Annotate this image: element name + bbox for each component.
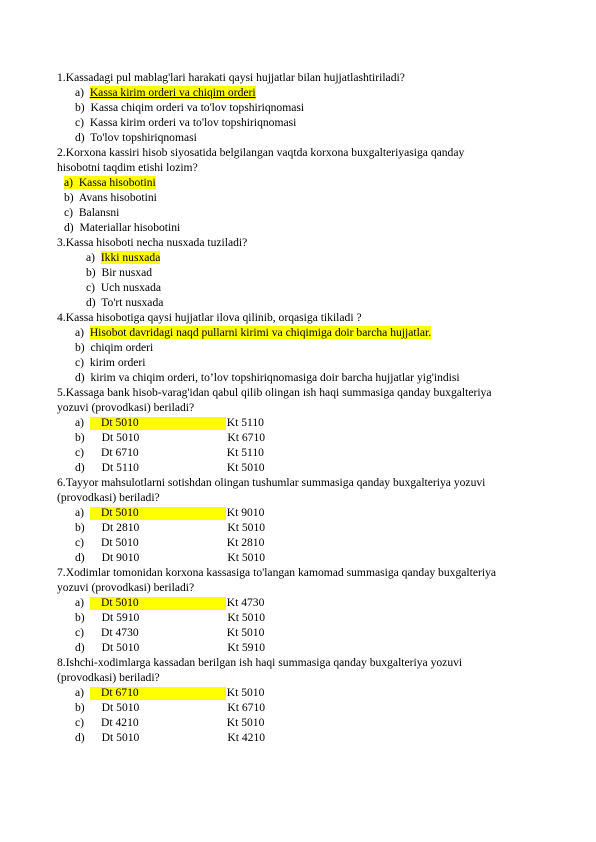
question-6-text-line-2: (provodkasi) beriladi? <box>57 491 160 504</box>
option-2a: a) Kassa hisobotini <box>64 176 156 189</box>
option-3d: d) To'rt nusxada <box>86 296 164 309</box>
question-5-text-line-1: 5.Kassaga bank hisob-varag'idan qabul qilib olingan ish haqi summasiga qanday buxgalteriya <box>57 386 492 399</box>
option-8a: a) Dt 6710 Kt 5010 <box>75 686 265 699</box>
option-1d: d) To'lov topshiriqnomasi <box>75 131 197 144</box>
option-2d: d) Materiallar hisobotini <box>64 221 181 234</box>
option-3c: c) Uch nusxada <box>86 281 162 294</box>
question-2-text-line-2: hisobotni taqdim etishi lozim? <box>57 161 198 174</box>
option-3a: a) Ikki nusxada <box>86 251 161 264</box>
option-6d: d) Dt 9010 Kt 5010 <box>75 551 266 564</box>
option-6a: a) Dt 5010 Kt 9010 <box>75 506 265 519</box>
option-6b: b) Dt 2810 Kt 5010 <box>75 521 266 534</box>
option-3b: b) Bir nusxad <box>86 266 153 279</box>
option-5a: a) Dt 5010 Kt 5110 <box>75 416 264 429</box>
question-7-text-line-2: yozuvi (provodkasi) beriladi? <box>57 581 195 594</box>
question-1-text: 1.Kassadagi pul mablag'lari harakati qaysi hujjatlar bilan hujjatlashtiriladi? <box>57 71 405 84</box>
option-7c: c) Dt 4730 Kt 5010 <box>75 626 265 639</box>
option-4a: a) Hisobot davridagi naqd pullarni kirimi va chiqimiga doir barcha hujjatlar. <box>75 326 432 339</box>
option-4b: b) chiqim orderi <box>75 341 154 354</box>
question-7-text-line-1: 7.Xodimlar tomonidan korxona kassasiga to'langan kamomad summasiga qanday buxgalteriya <box>57 566 497 579</box>
option-4d: d) kirim va chiqim orderi, to’lov topshiriqnomasiga doir barcha hujjatlar yig'indisi <box>75 371 460 384</box>
option-7d: d) Dt 5010 Kt 5910 <box>75 641 266 654</box>
question-2-text-line-1: 2.Korxona kassiri hisob siyosatida belgilangan vaqtda korxona buxgalteriyasiga qanday <box>57 146 465 159</box>
option-7b: b) Dt 5910 Kt 5010 <box>75 611 266 624</box>
question-8-text-line-1: 8.Ishchi-xodimlarga kassadan berilgan ish haqi summasiga qanday buxgalteriya yozuvi <box>57 656 463 669</box>
option-2c: c) Balansni <box>64 206 120 219</box>
question-6-text-line-1: 6.Tayyor mahsulotlarni sotishdan olingan tushumlar summasiga qanday buxgalteriya yozuvi <box>57 476 486 489</box>
question-4-text: 4.Kassa hisobotiga qaysi hujjatlar ilova qilinib, orqasiga tikiladi ? <box>57 311 362 324</box>
option-5b: b) Dt 5010 Kt 6710 <box>75 431 266 444</box>
option-7a: a) Dt 5010 Kt 4730 <box>75 596 265 609</box>
option-8b: b) Dt 5010 Kt 6710 <box>75 701 266 714</box>
question-5-text-line-2: yozuvi (provodkasi) beriladi? <box>57 401 195 414</box>
option-8d: d) Dt 5010 Kt 4210 <box>75 731 266 744</box>
option-2b: b) Avans hisobotini <box>64 191 157 204</box>
option-5d: d) Dt 5110 Kt 5010 <box>75 461 265 474</box>
option-1a: a) Kassa kirim orderi va chiqim orderi <box>75 86 256 99</box>
question-3-text: 3.Kassa hisoboti necha nusxada tuziladi? <box>57 236 248 249</box>
question-8-text-line-2: (provodkasi) beriladi? <box>57 671 160 684</box>
option-1c: c) Kassa kirim orderi va to'lov topshiriqnomasi <box>75 116 297 129</box>
option-6c: c) Dt 5010 Kt 2810 <box>75 536 265 549</box>
option-1b: b) Kassa chiqim orderi va to'lov topshiriqnomasi <box>75 101 305 114</box>
option-4c: c) kirim orderi <box>75 356 146 369</box>
option-8c: c) Dt 4210 Kt 5010 <box>75 716 265 729</box>
option-5c: c) Dt 6710 Kt 5110 <box>75 446 264 459</box>
